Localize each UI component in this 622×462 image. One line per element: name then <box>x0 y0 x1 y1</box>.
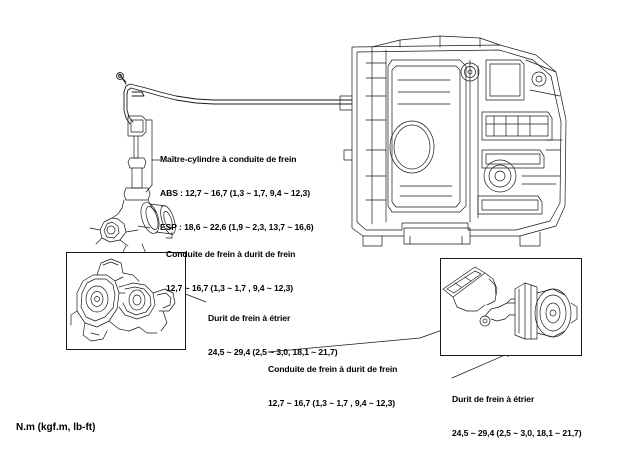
callout-rear-line-to-hose-line-2: 12,7 ~ 16,7 (1,3 ~ 1,7 , 9,4 ~ 12,3) <box>268 398 396 409</box>
callout-front-line-to-hose-line-1: Conduite de frein à durit de frein <box>166 248 296 259</box>
callout-rear-hose-to-caliper-line-2: 24,5 ~ 29,4 (2,5 ~ 3,0, 18,1 ~ 21,7) <box>452 428 582 439</box>
rear-brake-detail-art <box>441 259 581 355</box>
callout-rear-line-to-hose <box>268 341 397 432</box>
engine-subframe-illustration <box>340 36 566 246</box>
callout-front-line-to-hose-line-2: 12,7 ~ 16,7 (1,3 ~ 1,7 , 9,4 ~ 12,3) <box>166 283 294 294</box>
callout-master-cylinder-line-3: ESP : 18,6 ~ 22,6 (1,9 ~ 2,3, 13,7 ~ 16,6) <box>160 222 314 233</box>
rear-brake-detail-inset <box>440 258 582 356</box>
torque-unit-note: N.m (kgf.m, lb-ft) <box>16 422 96 433</box>
callout-master-cylinder-line-2: ABS : 12,7 ~ 16,7 (1,3 ~ 1,7, 9,4 ~ 12,3) <box>160 188 310 199</box>
callout-master-cylinder-line-1: Maître-cylindre à conduite de frein <box>160 153 297 164</box>
callout-rear-hose-to-caliper <box>452 371 581 462</box>
callout-front-hose-to-caliper-line-1: Durit de frein à étrier <box>208 312 291 323</box>
callout-front-hose-to-caliper-line-2: 24,5 ~ 29,4 (2,5 ~ 3,0, 18,1 ~ 21,7) <box>208 347 338 358</box>
callout-rear-hose-to-caliper-line-1: Durit de frein à étrier <box>452 393 535 404</box>
brake-pipe-run <box>117 73 352 124</box>
callout-rear-line-to-hose-line-1: Conduite de frein à durit de frein <box>268 363 398 374</box>
